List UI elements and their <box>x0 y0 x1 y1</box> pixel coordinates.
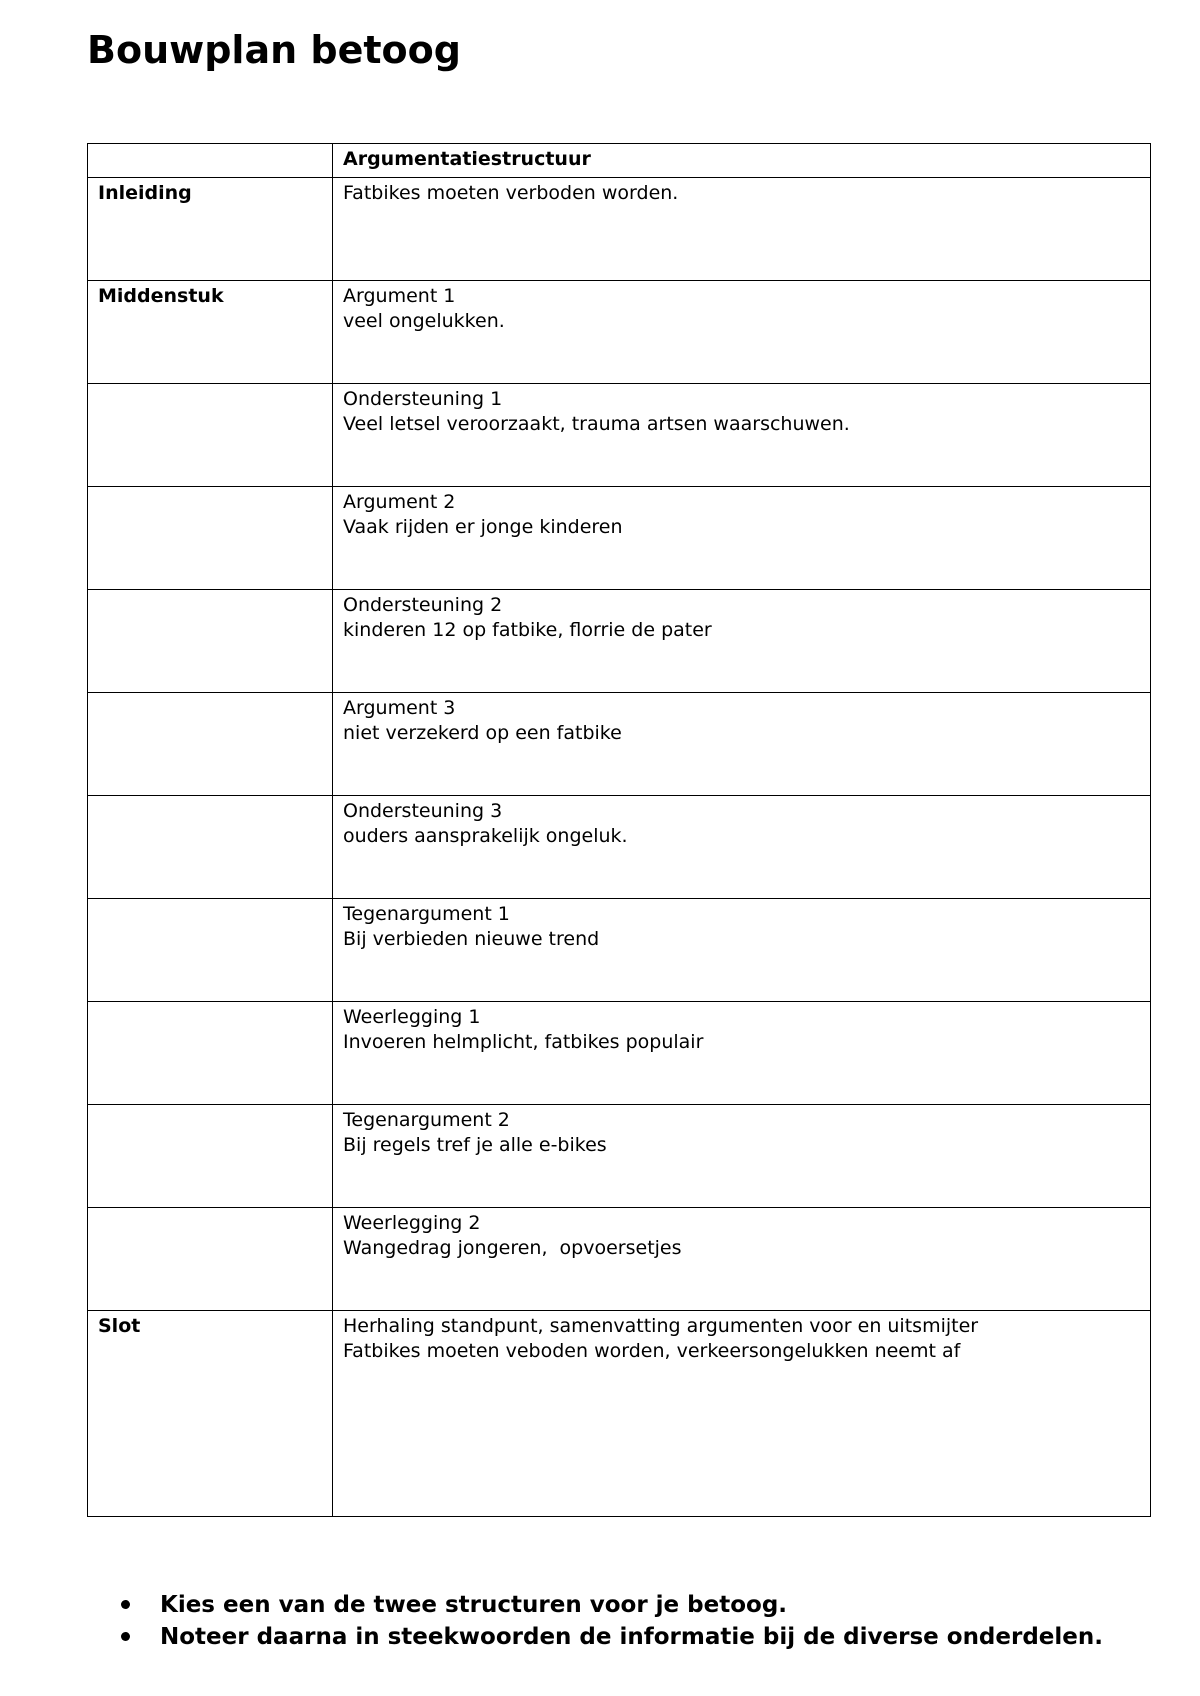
section-cell <box>88 1311 333 1517</box>
header-section-cell <box>88 144 333 178</box>
content-cell <box>333 693 1151 796</box>
list-item <box>118 1621 1103 1653</box>
instruction-text: Noteer daarna in steekwoorden de informatie bij de diverse onderdelen. <box>160 1624 1103 1650</box>
section-label: Slot <box>98 1315 141 1337</box>
section-cell <box>88 384 333 487</box>
header-content-label: Argumentatiestructuur <box>343 148 591 170</box>
content-cell <box>333 899 1151 1002</box>
content-heading: Ondersteuning 1 <box>343 388 503 410</box>
table-row <box>88 899 1151 1002</box>
content-heading: Argument 2 <box>343 491 456 513</box>
table-row <box>88 384 1151 487</box>
content-heading: Weerlegging 2 <box>343 1212 481 1234</box>
content-heading: Tegenargument 1 <box>343 903 510 925</box>
section-cell <box>88 1208 333 1311</box>
table-row <box>88 281 1151 384</box>
content-text: Bij verbieden nieuwe trend <box>343 928 600 950</box>
content-heading: Weerlegging 1 <box>343 1006 481 1028</box>
content-cell <box>333 1208 1151 1311</box>
section-cell <box>88 487 333 590</box>
table-row <box>88 590 1151 693</box>
content-text: kinderen 12 op fatbike, florrie de pater <box>343 619 712 641</box>
section-cell <box>88 899 333 1002</box>
content-heading: Argument 1 <box>343 285 456 307</box>
section-cell <box>88 178 333 281</box>
page-title: Bouwplan betoog <box>87 28 461 72</box>
content-cell <box>333 1002 1151 1105</box>
header-content-cell <box>333 144 1151 178</box>
content-cell <box>333 178 1151 281</box>
bullet-icon <box>121 1632 130 1641</box>
section-cell <box>88 1105 333 1208</box>
section-cell <box>88 590 333 693</box>
table-header-row <box>88 144 1151 178</box>
table-row <box>88 1311 1151 1517</box>
content-text: veel ongelukken. <box>343 310 505 332</box>
section-label: Inleiding <box>98 182 192 204</box>
content-text: Veel letsel veroorzaakt, trauma artsen waarschuwen. <box>343 413 850 435</box>
content-heading: Herhaling standpunt, samenvatting argumenten voor en uitsmijter <box>343 1315 979 1337</box>
content-text: Fatbikes moeten veboden worden, verkeersongelukken neemt af <box>343 1340 961 1362</box>
content-text: Wangedrag jongeren, opvoersetjes <box>343 1237 682 1259</box>
content-cell <box>333 281 1151 384</box>
table-row <box>88 693 1151 796</box>
table-row <box>88 796 1151 899</box>
content-heading: Ondersteuning 3 <box>343 800 503 822</box>
content-heading: Fatbikes moeten verboden worden. <box>343 182 679 204</box>
content-text: ouders aansprakelijk ongeluk. <box>343 825 628 847</box>
content-text: Invoeren helmplicht, fatbikes populair <box>343 1031 704 1053</box>
bullet-icon <box>121 1600 130 1609</box>
argumentation-table <box>87 143 1151 1517</box>
content-text: Bij regels tref je alle e-bikes <box>343 1134 607 1156</box>
section-cell <box>88 693 333 796</box>
instruction-text: Kies een van de twee structuren voor je betoog. <box>160 1592 788 1618</box>
content-cell <box>333 1311 1151 1517</box>
content-cell <box>333 1105 1151 1208</box>
content-text: Vaak rijden er jonge kinderen <box>343 516 623 538</box>
section-cell <box>88 796 333 899</box>
table-row <box>88 1002 1151 1105</box>
content-cell <box>333 590 1151 693</box>
content-heading: Argument 3 <box>343 697 456 719</box>
section-cell <box>88 1002 333 1105</box>
content-cell <box>333 487 1151 590</box>
content-cell <box>333 384 1151 487</box>
list-item <box>118 1589 1103 1621</box>
table-row <box>88 487 1151 590</box>
content-heading: Ondersteuning 2 <box>343 594 503 616</box>
section-label: Middenstuk <box>98 285 224 307</box>
content-heading: Tegenargument 2 <box>343 1109 510 1131</box>
content-text: niet verzekerd op een fatbike <box>343 722 622 744</box>
table-row <box>88 1208 1151 1311</box>
instructions-list <box>118 1589 1103 1653</box>
table-row <box>88 178 1151 281</box>
content-cell <box>333 796 1151 899</box>
table-row <box>88 1105 1151 1208</box>
section-cell <box>88 281 333 384</box>
